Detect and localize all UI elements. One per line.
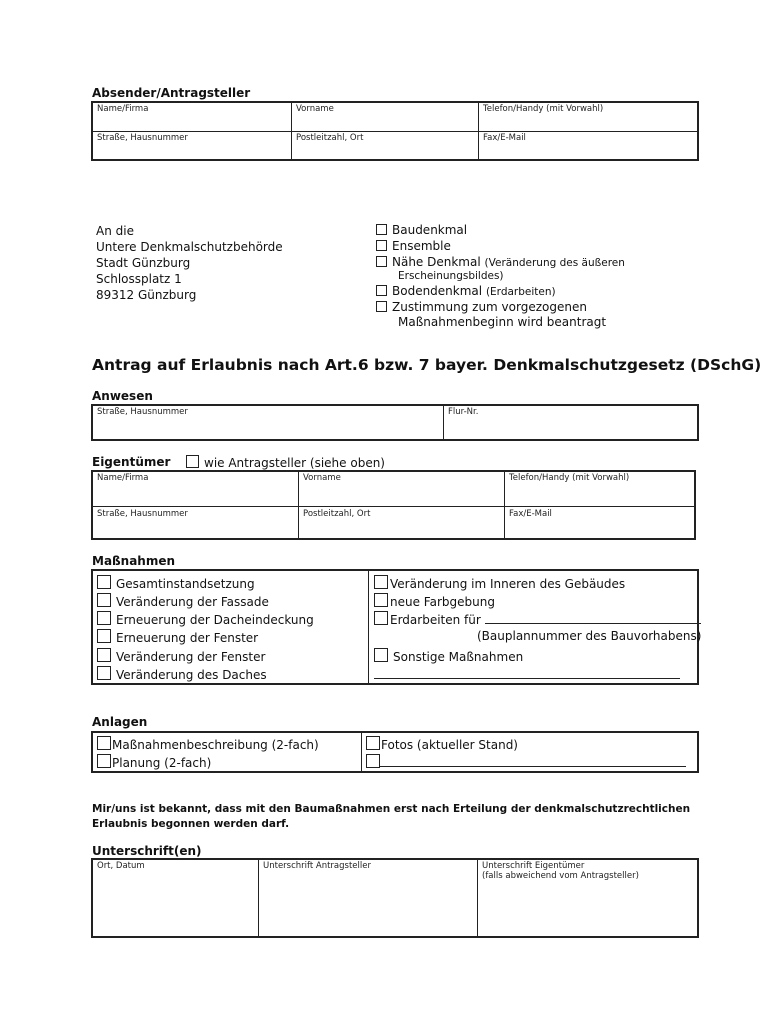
option-other-attachment[interactable] xyxy=(366,754,686,770)
option-beschreibung[interactable]: Maßnahmenbeschreibung (2-fach) xyxy=(97,736,319,752)
eigentuemer-plz-field[interactable]: Postleitzahl, Ort xyxy=(303,509,371,519)
option-sonstige[interactable]: Sonstige Maßnahmen xyxy=(374,648,523,664)
option-erdarbeiten[interactable]: Erdarbeiten für xyxy=(374,611,701,627)
anwesen-strasse-field[interactable]: Straße, Hausnummer xyxy=(97,407,188,417)
ort-datum-field[interactable]: Ort, Datum xyxy=(97,861,145,871)
checkbox[interactable] xyxy=(374,593,388,607)
absender-name-field[interactable]: Name/Firma xyxy=(97,104,149,114)
notice-text: Mir/uns ist bekannt, dass mit den Baumaßnahmen erst nach Erteilung der denkmalschutzrechtlichen Erlaubnis begonnen werden darf. xyxy=(92,803,691,830)
checkbox[interactable] xyxy=(97,666,111,680)
eigentuemer-heading: Eigentümer xyxy=(92,455,171,469)
checkbox[interactable] xyxy=(97,575,111,589)
sonstige-input[interactable] xyxy=(374,678,680,679)
checkbox[interactable] xyxy=(366,754,380,768)
massnahmen-heading: Maßnahmen xyxy=(92,554,176,568)
checkbox[interactable] xyxy=(374,611,388,625)
option-naehe-denkmal[interactable]: Nähe Denkmal (Veränderung des äußeren xyxy=(376,255,625,269)
signature-antragsteller-field[interactable]: Unterschrift Antragsteller xyxy=(263,861,371,871)
bauplannummer-hint: (Bauplannummer des Bauvorhabens) xyxy=(477,629,702,643)
option-planung[interactable]: Planung (2-fach) xyxy=(97,754,211,770)
checkbox[interactable] xyxy=(186,455,199,468)
unterschrift-heading: Unterschrift(en) xyxy=(92,844,202,858)
signature-eigentuemer-field[interactable]: Unterschrift Eigentümer (falls abweichend vom Antragsteller) xyxy=(482,861,639,881)
anlagen-heading: Anlagen xyxy=(92,715,148,729)
checkbox[interactable] xyxy=(97,648,111,662)
checkbox[interactable] xyxy=(97,611,111,625)
option-zustimmung[interactable]: Zustimmung zum vorgezogenen xyxy=(376,300,587,314)
checkbox[interactable] xyxy=(376,240,387,251)
checkbox[interactable] xyxy=(376,224,387,235)
recipient-line: 89312 Günzburg xyxy=(96,288,197,302)
option-massnahme[interactable]: Veränderung der Fenster xyxy=(97,648,265,664)
absender-telefon-field[interactable]: Telefon/Handy (mit Vorwahl) xyxy=(483,104,604,114)
option-baudenkmal[interactable]: Baudenkmal xyxy=(376,223,467,237)
option-innen[interactable]: Veränderung im Inneren des Gebäudes xyxy=(374,575,625,591)
checkbox[interactable] xyxy=(366,736,380,750)
absender-strasse-field[interactable]: Straße, Hausnummer xyxy=(97,133,188,143)
option-massnahme[interactable]: Veränderung der Fassade xyxy=(97,593,269,609)
option-massnahme[interactable]: Erneuerung der Fenster xyxy=(97,629,258,645)
absender-fax-field[interactable]: Fax/E-Mail xyxy=(483,133,526,143)
other-attachment-input[interactable] xyxy=(380,756,686,767)
option-ensemble[interactable]: Ensemble xyxy=(376,239,451,253)
absender-plz-field[interactable]: Postleitzahl, Ort xyxy=(296,133,364,143)
absender-heading: Absender/Antragsteller xyxy=(92,86,251,100)
eigentuemer-fax-field[interactable]: Fax/E-Mail xyxy=(509,509,552,519)
checkbox[interactable] xyxy=(97,593,111,607)
option-naehe-sub: Erscheinungsbildes) xyxy=(398,270,504,282)
checkbox[interactable] xyxy=(374,648,388,662)
absender-vorname-field[interactable]: Vorname xyxy=(296,104,334,114)
checkbox[interactable] xyxy=(97,736,111,750)
unterschrift-table xyxy=(91,858,699,938)
page-title: Antrag auf Erlaubnis nach Art.6 bzw. 7 bayer. Denkmalschutzgesetz (DSchG) xyxy=(92,356,762,374)
checkbox[interactable] xyxy=(374,575,388,589)
recipient-line: Schlossplatz 1 xyxy=(96,272,182,286)
option-wie-antragsteller[interactable]: wie Antragsteller (siehe oben) xyxy=(186,455,385,470)
checkbox[interactable] xyxy=(97,754,111,768)
anlagen-table xyxy=(91,731,699,773)
option-massnahme[interactable]: Erneuerung der Dacheindeckung xyxy=(97,611,314,627)
eigentuemer-table xyxy=(91,470,696,540)
eigentuemer-name-field[interactable]: Name/Firma xyxy=(97,473,149,483)
option-bodendenkmal[interactable]: Bodendenkmal (Erdarbeiten) xyxy=(376,284,556,298)
checkbox[interactable] xyxy=(97,629,111,643)
recipient-address xyxy=(96,223,283,303)
absender-table xyxy=(91,101,699,161)
recipient-line: Untere Denkmalschutzbehörde xyxy=(96,240,283,254)
anwesen-flur-field[interactable]: Flur-Nr. xyxy=(448,407,479,417)
eigentuemer-telefon-field[interactable]: Telefon/Handy (mit Vorwahl) xyxy=(509,473,630,483)
option-massnahme[interactable]: Gesamtinstandsetzung xyxy=(97,575,255,591)
checkbox[interactable] xyxy=(376,256,387,267)
anwesen-heading: Anwesen xyxy=(92,389,153,403)
option-zustimmung-line2: Maßnahmenbeginn wird beantragt xyxy=(398,315,607,329)
massnahmen-table xyxy=(91,569,702,685)
eigentuemer-vorname-field[interactable]: Vorname xyxy=(303,473,341,483)
recipient-line: Stadt Günzburg xyxy=(96,256,191,270)
option-massnahme[interactable]: Veränderung des Daches xyxy=(97,666,267,682)
option-fotos[interactable]: Fotos (aktueller Stand) xyxy=(366,736,518,752)
erdarbeiten-input[interactable] xyxy=(485,613,701,624)
checkbox[interactable] xyxy=(376,285,387,296)
anwesen-table xyxy=(91,404,699,441)
option-farbgebung[interactable]: neue Farbgebung xyxy=(374,593,495,609)
eigentuemer-strasse-field[interactable]: Straße, Hausnummer xyxy=(97,509,188,519)
recipient-line: An die xyxy=(96,224,134,238)
checkbox[interactable] xyxy=(376,301,387,312)
